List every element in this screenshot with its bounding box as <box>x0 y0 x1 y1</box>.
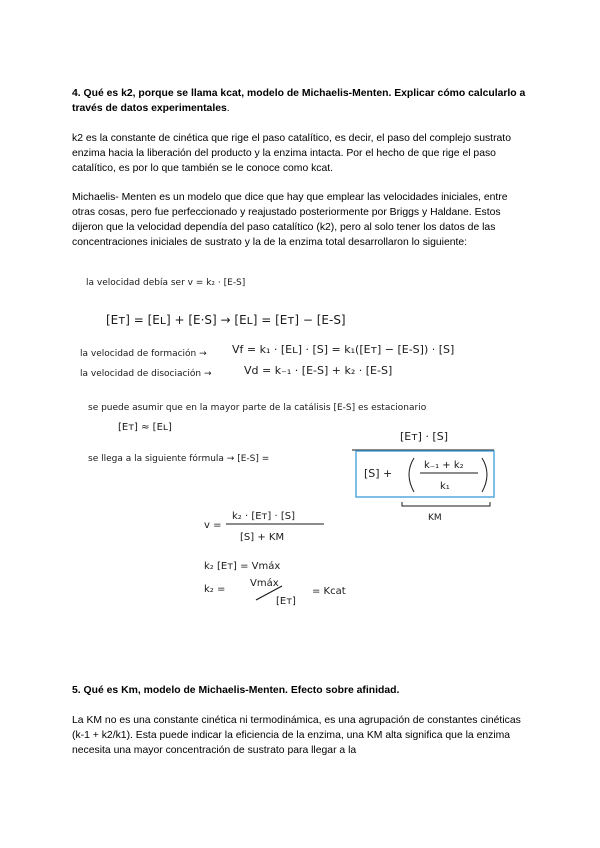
hw-vmax-definition: k₂ [Eᴛ] = Vmáx <box>204 561 281 572</box>
section-4-paragraph-1: k2 es la constante de cinética que rige el paso catalítico, es decir, el paso del complejo sustrato enzima hacia la liberación del producto y la enzima intacta. Por el hecho de que rige el paso catalítico, es por lo que también se le conoce como kcat. <box>72 133 511 174</box>
hw-v-denominator: [S] + KM <box>240 532 285 543</box>
hw-enzyme-balance: [Eᴛ] = [Eʟ] + [E·S] → [Eʟ] = [Eᴛ] − [E-S] <box>106 313 346 327</box>
section-4-heading-period: . <box>226 103 230 114</box>
hw-final-formula-label: se llega a la siguiente fórmula → [E-S] = <box>88 454 270 464</box>
hw-formation-label: la velocidad de formación → <box>80 349 207 359</box>
hw-left-paren <box>409 458 414 492</box>
section-4-heading-text: 4. Qué es k2, porque se llama kcat, modelo de Michaelis-Menten. Explicar cómo calcularlo a través de datos experimentales <box>72 88 526 114</box>
section-5-heading: 5. Qué es Km, modelo de Michaelis-Menten. Efecto sobre afinidad. <box>72 685 400 696</box>
hw-steady-state-assumption: se puede asumir que en la mayor parte de la catálisis [E-S] es estacionario <box>88 403 427 413</box>
hw-es-fraction-denominator-s: [S] + <box>364 467 393 480</box>
hw-velocity-definition: la velocidad debía ser v = k₂ · [E-S] <box>86 278 246 288</box>
hw-km-label: KM <box>428 513 442 523</box>
hw-k2-et: [Eᴛ] <box>276 596 296 607</box>
hw-km-brace <box>402 502 490 506</box>
hw-km-numerator: k₋₁ + k₂ <box>424 460 464 471</box>
section-4-paragraph-2: Michaelis- Menten es un modelo que dice que hay que emplear las velocidades iniciales, entre otras cosas, pero fue perfeccionado y reajustado posteriormente por Briggs y Haldane. Estos dijeron que la velocidad dependía del paso catalítico (k2), pero al solo tener los datos de las concentraciones iniciales de sustrato y la de la enzima total desarrollaron lo siguiente: <box>72 192 508 248</box>
hw-enzyme-approximation: [Eᴛ] ≈ [Eʟ] <box>118 422 172 433</box>
hw-right-paren <box>482 458 487 492</box>
hw-dissociation-label: la velocidad de disociación → <box>80 369 212 379</box>
section-5-paragraph-1: La KM no es una constante cinética ni termodinámica, es una agrupación de constantes cinéticas (k-1 + k2/k1). Esta puede indicar la eficiencia de la enzima, una KM alta significa que la enzima necesita una mayor concentración de sustrato para llegar a la <box>72 715 521 756</box>
hw-v-prefix: v = <box>204 520 222 531</box>
hw-v-numerator: k₂ · [Eᴛ] · [S] <box>232 511 295 522</box>
hw-es-fraction-numerator: [Eᴛ] · [S] <box>400 430 448 443</box>
hw-kcat: = Kcat <box>312 586 346 597</box>
hw-formation-equation: Vf = k₁ · [Eʟ] · [S] = k₁([Eᴛ] − [E-S]) · [S] <box>232 343 455 356</box>
hw-k2-prefix: k₂ = <box>204 584 226 595</box>
hw-k2-vmax: Vmáx <box>250 578 279 589</box>
hw-km-denominator: k₁ <box>440 481 450 492</box>
hw-dissociation-equation: Vd = k₋₁ · [E-S] + k₂ · [E-S] <box>244 364 393 377</box>
